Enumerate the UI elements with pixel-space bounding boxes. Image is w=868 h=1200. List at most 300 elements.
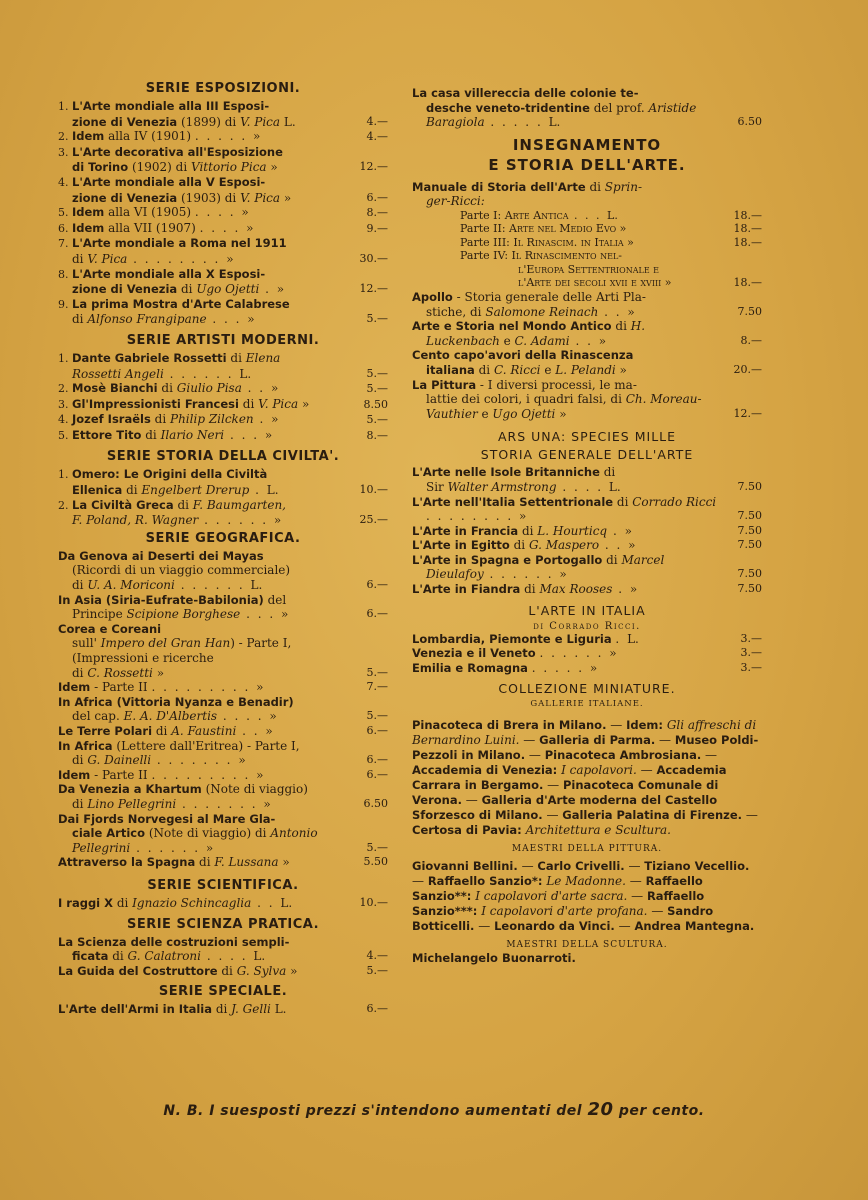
entry-title: Jozef Israëls — [72, 412, 151, 427]
entry-number: 9. — [58, 297, 72, 311]
collection-title: Galleria di Parma. — [539, 733, 656, 748]
list-scienza-pratica — [58, 935, 388, 979]
leader-dots: . — [253, 412, 272, 427]
entry-price: 5.50 — [363, 855, 388, 869]
currency-mark: L. — [280, 895, 293, 910]
entry-title: L'Arte mondiale a Roma nel 1911 — [72, 236, 287, 251]
entry-title: L'Arte nell'Italia Settentrionale — [412, 494, 614, 509]
currency-mark: » — [298, 396, 310, 411]
entry-text — [412, 348, 718, 377]
entry-text — [58, 724, 344, 739]
currency-mark: » — [247, 312, 255, 327]
entry-price: 7.50 — [737, 523, 762, 537]
part-label: Parte II: — [460, 222, 510, 236]
collection-subtitle: I capolavori. — [557, 763, 637, 778]
section-title-scientifica: SERIE SCIENTIFICA. — [147, 877, 299, 893]
entry-title: Dante Gabriele Rossetti — [72, 350, 227, 365]
entry-meta: (1903) di — [181, 190, 241, 205]
list-item — [58, 381, 388, 397]
entry-author: Scipione Borghese — [126, 607, 241, 622]
entry-price: 12.— — [359, 282, 388, 296]
list-item — [58, 622, 388, 680]
list-item — [58, 99, 388, 129]
entry-price: 20.— — [733, 362, 762, 376]
entry-price: 6.— — [366, 607, 388, 621]
entry-meta: (Note di viaggio) di — [148, 826, 271, 841]
entry-title: Corea e Coreani — [58, 621, 162, 636]
entry-author: G. Sylva — [236, 963, 287, 978]
leader-dots: . — [607, 523, 625, 538]
currency-mark: L. — [253, 949, 266, 964]
entry-title: ciale Artico — [72, 826, 145, 841]
entry-michelangelo: Michelangelo Buonarroti. — [412, 951, 576, 966]
entry-title: ficata — [72, 949, 109, 964]
entry-meta: di — [145, 427, 161, 442]
entry-author: Walter Armstrong — [447, 479, 557, 494]
entry-meta: di — [242, 396, 259, 411]
section-title-insegnamento: INSEGNAMENTO — [512, 135, 662, 154]
entry-text — [58, 99, 344, 129]
currency-mark: » — [628, 538, 636, 553]
currency-mark: L. — [270, 1002, 287, 1017]
entry-text — [58, 855, 344, 870]
entry-meta: di — [221, 963, 237, 978]
entry-manuale-storia-arte — [412, 180, 762, 290]
entry-meta: (1902) di — [131, 160, 191, 175]
entry-title: In Africa — [58, 738, 113, 753]
list-item — [58, 397, 388, 413]
currency-mark: L. — [266, 483, 279, 498]
collection-title: Accademia di Venezia: — [412, 763, 558, 778]
collection-title: Leonardo da Vinci. — [494, 919, 615, 934]
entry-title: Idem — [58, 680, 91, 695]
leader-dots: . . . — [568, 208, 608, 222]
entry-author: C. Ricci — [493, 362, 541, 377]
leader-dots: . . — [236, 723, 266, 738]
paragraph-gallerie-italiane — [412, 718, 762, 838]
entry-price: 7.50 — [737, 567, 762, 581]
leader-dots: . . . . — [201, 949, 254, 964]
list-item — [412, 582, 762, 597]
entry-author: Sprin- — [604, 179, 643, 194]
entry-number: 2. — [58, 130, 72, 144]
leader-dots: . . . . . . . — [151, 753, 239, 768]
currency-mark: » — [286, 963, 298, 978]
section-subtitle-gallerie: GALLERIE ITALIANE. — [530, 699, 644, 710]
part-title: Il Rinascimento nel- — [511, 249, 622, 263]
currency-mark: » — [270, 381, 279, 396]
right-column — [412, 86, 762, 966]
entry-price: 6.50 — [363, 796, 388, 810]
part-title: Arte Antica — [504, 208, 569, 222]
currency-mark: » — [265, 723, 273, 738]
list-item — [58, 205, 388, 221]
entry-note: (Ricordi di un viaggio commerciale) — [72, 563, 291, 578]
entry-meta: e — [540, 362, 556, 377]
entry-title: zione di Venezia — [72, 114, 178, 129]
list-storia-generale — [412, 465, 762, 596]
entry-number: 1. — [58, 351, 72, 365]
entry-text — [58, 175, 344, 205]
separator: — — [636, 763, 657, 778]
entry-meta: di — [585, 179, 605, 194]
leader-dots: . . . . . . — [539, 646, 610, 661]
part-title: Il Rinascim. in Italia — [513, 235, 624, 249]
entry-title: L'Arte mondiale alla V Esposi- — [72, 174, 266, 189]
entry-text — [412, 538, 718, 553]
section-title-maestri-pittura: MAESTRI DELLA PITTURA. — [511, 844, 663, 855]
currency-mark: » — [256, 680, 264, 695]
currency-mark: » — [264, 427, 273, 442]
left-column — [58, 78, 388, 1017]
entry-text — [412, 222, 718, 236]
list-item — [58, 935, 388, 964]
leader-dots: . . . . . . . — [176, 796, 264, 811]
list-speciale — [58, 1002, 388, 1017]
separator: — — [525, 748, 545, 763]
entry-text — [412, 661, 718, 676]
entry-price: 7.50 — [737, 582, 762, 596]
entry-text — [412, 209, 718, 223]
entry-text — [412, 378, 718, 422]
entry-title: Lombardia, Piemonte e Liguria — [412, 631, 612, 646]
list-item — [412, 646, 762, 661]
leader-dots: . . . . — [556, 479, 609, 494]
leader-dots: . . . . . . — [130, 840, 206, 855]
entry-meta: di — [616, 494, 633, 509]
entry-heading — [412, 180, 762, 209]
list-arte-in-italia — [412, 632, 762, 676]
entry-author: ger-Ricci: — [426, 194, 485, 209]
currency-mark: » — [238, 753, 246, 768]
entry-author: C. Rossetti — [87, 665, 153, 680]
list-item — [58, 145, 388, 175]
collection-subtitle: Architettura e Scultura. — [521, 823, 671, 838]
entry-title: L'Arte in Egitto — [412, 538, 510, 553]
entry-meta: di — [155, 723, 172, 738]
entry-author: Rossetti Angeli — [72, 366, 164, 381]
entry-meta: di — [615, 319, 631, 334]
entry-price: 5.— — [366, 840, 388, 854]
entry-text — [58, 129, 344, 145]
entry-author: Corrado Ricci — [632, 494, 717, 509]
entry-author: U. A. Moriconi — [87, 578, 175, 593]
entry-text — [58, 695, 344, 724]
list-item — [412, 209, 762, 223]
entry-text — [58, 428, 344, 444]
leader-dots: . — [259, 282, 277, 297]
entry-text — [412, 319, 718, 348]
entry-price: 6.— — [366, 1002, 388, 1016]
currency-mark: » — [278, 855, 290, 870]
part-title: l'Arte dei secoli xvii e xviii — [518, 276, 662, 290]
entry-price: 8.— — [740, 333, 762, 347]
entry-casa-villereccia — [412, 86, 762, 130]
list-item — [58, 855, 388, 870]
entry-number: 4. — [58, 175, 72, 189]
entry-price: 6.50 — [737, 115, 762, 129]
list-item — [58, 695, 388, 724]
entry-title: In Africa (Vittoria Nyanza e Benadir) — [58, 694, 294, 709]
leader-dots: . . — [599, 538, 629, 553]
entry-meta: di — [72, 796, 88, 811]
currency-mark: » — [205, 840, 214, 855]
entry-meta: di — [513, 538, 529, 553]
entry-text — [412, 632, 718, 647]
entry-title: Venezia e il Veneto — [412, 646, 536, 661]
entry-text — [412, 290, 718, 319]
entry-text — [412, 465, 718, 494]
leader-dots: . — [615, 631, 628, 646]
entry-text — [58, 498, 344, 528]
currency-mark: L. — [607, 208, 618, 222]
entry-title: L'Arte mondiale alla III Esposi- — [72, 99, 270, 113]
footer-note — [0, 1099, 868, 1120]
currency-mark: » — [226, 251, 234, 266]
entry-meta: di — [72, 753, 88, 768]
collection-title: Giovanni Bellini. — [412, 859, 518, 874]
part-label: Parte III: — [460, 235, 514, 249]
entry-text — [58, 768, 344, 783]
currency-mark: » — [276, 282, 285, 297]
entry-title: L'Arte decorativa all'Esposizione — [72, 144, 283, 159]
entry-author: Ch. Moreau-Vauthier — [426, 392, 702, 421]
entry-meta: Sir — [426, 479, 448, 494]
entry-meta: di — [112, 949, 128, 964]
currency-mark: » — [266, 160, 278, 175]
entry-price: 5.— — [366, 665, 388, 679]
entry-price: 10.— — [359, 483, 388, 497]
collection-title: Certosa di Pavia: — [412, 823, 522, 838]
entry-price: 12.— — [733, 406, 762, 420]
entry-text — [412, 236, 718, 250]
entry-meta: (Note di viaggio) — [205, 782, 308, 797]
entry-price: 5.— — [366, 963, 388, 977]
list-item — [58, 680, 388, 695]
entry-meta: di — [161, 381, 177, 396]
entry-title: L'Arte in Francia — [412, 523, 519, 538]
entry-price: 18.— — [733, 276, 762, 290]
entry-title: Ellenica — [72, 483, 123, 498]
currency-mark: L. — [280, 114, 296, 129]
currency-mark: L. — [627, 631, 639, 646]
entry-text — [412, 495, 718, 524]
entry-meta: di — [72, 251, 88, 266]
entry-title: La Civiltà Greca — [72, 497, 174, 512]
entry-title: I raggi X — [58, 895, 113, 910]
section-title-storia-arte: E STORIA DELL'ARTE. — [488, 155, 686, 174]
entry-title: Idem — [58, 767, 91, 782]
separator: — — [742, 808, 758, 823]
entry-title: Da Genova ai Deserti dei Mayas — [58, 548, 264, 563]
leader-dots: . . — [569, 333, 599, 348]
separator: — — [701, 748, 718, 763]
currency-mark: » — [280, 607, 289, 622]
leader-dots: . . . . . . — [163, 366, 240, 381]
entry-meta: (1899) di — [181, 114, 241, 129]
entry-text — [58, 935, 344, 964]
section-title-storia-generale: STORIA GENERALE DELL'ARTE — [480, 447, 694, 463]
entry-meta: stiche, di — [426, 304, 486, 319]
entry-text — [412, 646, 718, 661]
list-item — [58, 498, 388, 528]
entry-price: 25.— — [359, 513, 388, 527]
entry-author: Antonio Pellegrini — [72, 826, 318, 855]
entry-title: L'Arte in Spagna e Portogallo — [412, 552, 603, 567]
entry-author: Ugo Ojetti — [196, 282, 260, 297]
separator: — — [606, 718, 627, 733]
entry-number: 4. — [58, 413, 72, 427]
leader-dots: . . — [251, 895, 281, 910]
currency-mark: L. — [608, 479, 621, 494]
entry-price: 7.50 — [737, 304, 762, 318]
section-title-esposizioni: SERIE ESPOSIZIONI. — [145, 81, 301, 96]
entry-meta: di — [72, 312, 88, 327]
currency-mark: » — [256, 767, 264, 782]
entry-meta: - Parte II — [94, 767, 152, 782]
leader-dots: . . . . — [217, 709, 270, 724]
list-insegnamento — [412, 290, 762, 421]
entry-title: Arte e Storia nel Mondo Antico — [412, 319, 612, 334]
entry-author: F. Lussana — [214, 855, 279, 870]
part-label: Parte I: — [460, 208, 505, 222]
entry-note: sull' — [72, 636, 97, 651]
part-title: l'Europa Settentrionale e — [518, 262, 659, 276]
entry-text — [58, 680, 344, 695]
collection-title: Tiziano Vecellio. — [644, 859, 750, 874]
entry-meta: - Storia generale delle Arti Pla- — [456, 289, 646, 304]
entry-meta: - Parte II — [94, 680, 152, 695]
entry-meta: di — [524, 582, 540, 597]
entry-author: H. Luckenbach — [426, 319, 646, 348]
entry-number: 1. — [58, 100, 72, 113]
collection-title: Raffaello Sanzio*: — [427, 874, 543, 889]
entry-title: Manuale di Storia dell'Arte — [412, 179, 586, 194]
entry-meta: lattie dei colori, i quadri falsi, di — [426, 392, 626, 407]
list-item — [58, 768, 388, 783]
entry-text — [58, 205, 344, 221]
currency-mark: » — [623, 235, 634, 249]
currency-mark: L. — [548, 115, 561, 130]
section-title-artisti-moderni: SERIE ARTISTI MODERNI. — [126, 332, 320, 348]
list-item — [58, 467, 388, 497]
collection-title: Pinacoteca di Brera in Milano. — [412, 718, 607, 733]
list-item — [58, 351, 388, 381]
currency-mark: » — [269, 709, 277, 724]
entry-price: 5.— — [366, 312, 388, 326]
currency-mark: » — [624, 523, 632, 538]
entry-price: 30.— — [359, 251, 388, 265]
entry-meta: di — [116, 895, 133, 910]
entry-meta: alla IV (1901) — [108, 129, 195, 144]
entry-price: 6.— — [366, 190, 388, 204]
list-item — [412, 553, 762, 582]
footer-text-pre: N. B. I suesposti prezzi s'intendono aumentati del — [163, 1103, 583, 1119]
separator: — — [624, 859, 645, 874]
entry-meta: di — [154, 412, 170, 427]
currency-mark: » — [629, 582, 638, 597]
entry-title: Da Venezia a Khartum — [58, 782, 202, 797]
list-item — [58, 221, 388, 237]
leader-dots: . — [612, 582, 630, 597]
collection-title: Pinacoteca Comunale di Verona. — [412, 778, 719, 808]
section-title-scienza-pratica: SERIE SCIENZA PRATICA. — [126, 916, 320, 932]
entry-author: V. Pica — [87, 251, 128, 266]
currency-mark: » — [241, 205, 249, 220]
entry-title: In Asia (Siria-Eufrate-Babilonia) — [58, 592, 264, 607]
entry-price: 6.— — [366, 767, 388, 781]
list-item — [412, 236, 762, 250]
list-item — [58, 297, 388, 327]
entry-meta: di — [215, 1002, 232, 1017]
list-item — [58, 412, 388, 428]
collection-subtitle: I capolavori d'arte sacra. — [471, 889, 628, 904]
separator: — — [474, 919, 495, 934]
entry-author: Vittorio Pica — [191, 160, 267, 175]
entry-meta: Principe — [72, 607, 127, 622]
entry-price: 7.50 — [737, 509, 762, 523]
entry-title: Emilia e Romagna — [412, 660, 528, 675]
entry-author: Aristide Baragiola — [426, 100, 697, 130]
entry-meta: (Impressioni e ricerche — [72, 651, 214, 665]
entry-number: 8. — [58, 267, 72, 281]
entry-price: 4.— — [366, 130, 388, 144]
section-title-collezione-miniature: COLLEZIONE MINIATURE. — [498, 681, 676, 697]
entry-author: Giulio Pisa — [176, 381, 242, 396]
entry-title: La Pittura — [412, 377, 477, 392]
entry-meta: di — [199, 855, 215, 870]
entry-number: 1. — [58, 468, 72, 482]
currency-mark: » — [627, 304, 635, 319]
entry-meta: del cap. — [72, 709, 124, 724]
currency-mark: » — [598, 333, 607, 348]
leader-dots: . . — [598, 304, 628, 319]
list-item — [58, 267, 388, 297]
entry-price: 8.— — [366, 206, 388, 220]
entry-note-italic: Impero del Gran Han — [100, 636, 231, 651]
leader-dots: . . . — [206, 312, 248, 327]
entry-number: 3. — [58, 397, 72, 411]
leader-dots: . . . . — [194, 205, 242, 220]
entry-price: 8.— — [366, 428, 388, 442]
entry-title: zione di Venezia — [72, 190, 178, 205]
entry-text — [58, 896, 344, 911]
entry-text — [412, 553, 718, 582]
entry-title: La Scienza delle costruzioni sempli- — [58, 934, 290, 949]
entry-number: 3. — [58, 145, 72, 159]
separator: — — [461, 793, 482, 808]
leader-dots: . . . . . — [531, 660, 590, 675]
list-item — [58, 129, 388, 145]
entry-title: Le Terre Polari — [58, 723, 153, 738]
entry-author: L. Hourticq — [537, 523, 608, 538]
entry-price: 5.— — [366, 413, 388, 427]
entry-author: Lino Pellegrini — [87, 796, 177, 811]
list-item — [58, 236, 388, 266]
currency-mark: » — [246, 220, 254, 235]
entry-meta: alla VI (1905) — [108, 205, 195, 220]
collection-title: Andrea Mantegna. — [634, 919, 755, 934]
list-item — [58, 896, 388, 911]
entry-text — [58, 412, 344, 428]
entry-text — [412, 582, 718, 597]
list-item — [412, 86, 762, 130]
entry-author: F. Poland, R. Wagner — [72, 513, 199, 528]
entry-text — [412, 180, 762, 209]
list-storia-civilta — [58, 467, 388, 527]
list-geografica — [58, 549, 388, 870]
list-scientifica — [58, 896, 388, 911]
